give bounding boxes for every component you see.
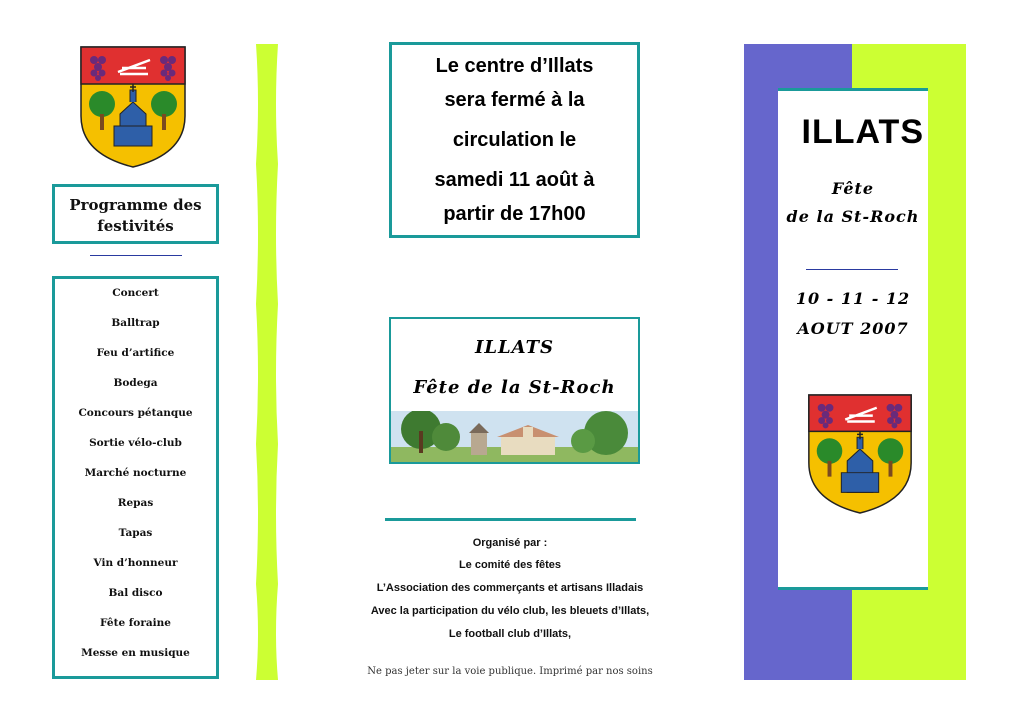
- notice-line-2: sera fermé à la: [444, 89, 585, 111]
- road-closure-notice: [389, 42, 640, 238]
- program-item-night-market: Marché nocturne: [84, 467, 187, 479]
- program-item-petanque: Concours pétanque: [78, 407, 193, 419]
- village-photo: [391, 411, 638, 462]
- section-divider: [385, 518, 636, 521]
- event-line-1: Fête: [831, 179, 875, 198]
- banner-title: ILLATS: [474, 337, 555, 358]
- program-item-concert: Concert: [112, 287, 159, 299]
- coat-of-arms-crest-small: [807, 394, 913, 514]
- program-item-wine: Vin d’honneur: [93, 557, 178, 569]
- lime-wavy-strip: [252, 44, 282, 680]
- event-dates: 10 - 11 - 12: [795, 289, 911, 308]
- notice-line-5: partir de 17h00: [443, 203, 586, 225]
- organizer-2: L’Association des commerçants et artisans Illadais: [376, 582, 644, 594]
- program-item-meal: Repas: [117, 497, 154, 509]
- organizer-3: Avec la participation du vélo club, les bleuets d’Illats,: [370, 605, 650, 617]
- event-month-year: AOUT 2007: [797, 319, 909, 338]
- program-item-fireworks: Feu d’artifice: [96, 347, 175, 359]
- program-item-disco: Bal disco: [108, 587, 163, 599]
- program-item-fair: Fête foraine: [100, 617, 171, 629]
- program-title-box: [52, 184, 219, 244]
- notice-line-4: samedi 11 août à: [434, 169, 595, 191]
- event-line-2: de la St-Roch: [786, 207, 920, 226]
- festival-banner: [389, 317, 640, 464]
- program-item-bike-club: Sortie vélo-club: [89, 437, 182, 449]
- program-item-balltrap: Balltrap: [111, 317, 160, 329]
- program-divider: [90, 255, 182, 256]
- coat-of-arms-crest: [80, 46, 186, 168]
- cover-card: [778, 88, 928, 590]
- town-title: ILLATS: [801, 113, 924, 151]
- organizer-4: Le football club d’Illats,: [448, 628, 572, 640]
- footer-note: Ne pas jeter sur la voie publique. Imprimé par nos soins: [367, 666, 653, 677]
- program-list-box: [52, 276, 219, 679]
- cover-divider: [806, 269, 898, 270]
- program-item-tapas: Tapas: [118, 527, 153, 539]
- organizer-1: Le comité des fêtes: [458, 559, 562, 571]
- program-item-mass: Messe en musique: [81, 647, 190, 659]
- notice-line-1: Le centre d’Illats: [435, 55, 594, 77]
- organized-by-label: Organisé par :: [472, 537, 548, 549]
- organizers-block: [340, 535, 680, 645]
- program-title: Programme des festivités: [69, 196, 202, 235]
- banner-subtitle: Fête de la St-Roch: [413, 377, 616, 398]
- notice-line-3: circulation le: [452, 129, 577, 151]
- program-item-bodega: Bodega: [113, 377, 158, 389]
